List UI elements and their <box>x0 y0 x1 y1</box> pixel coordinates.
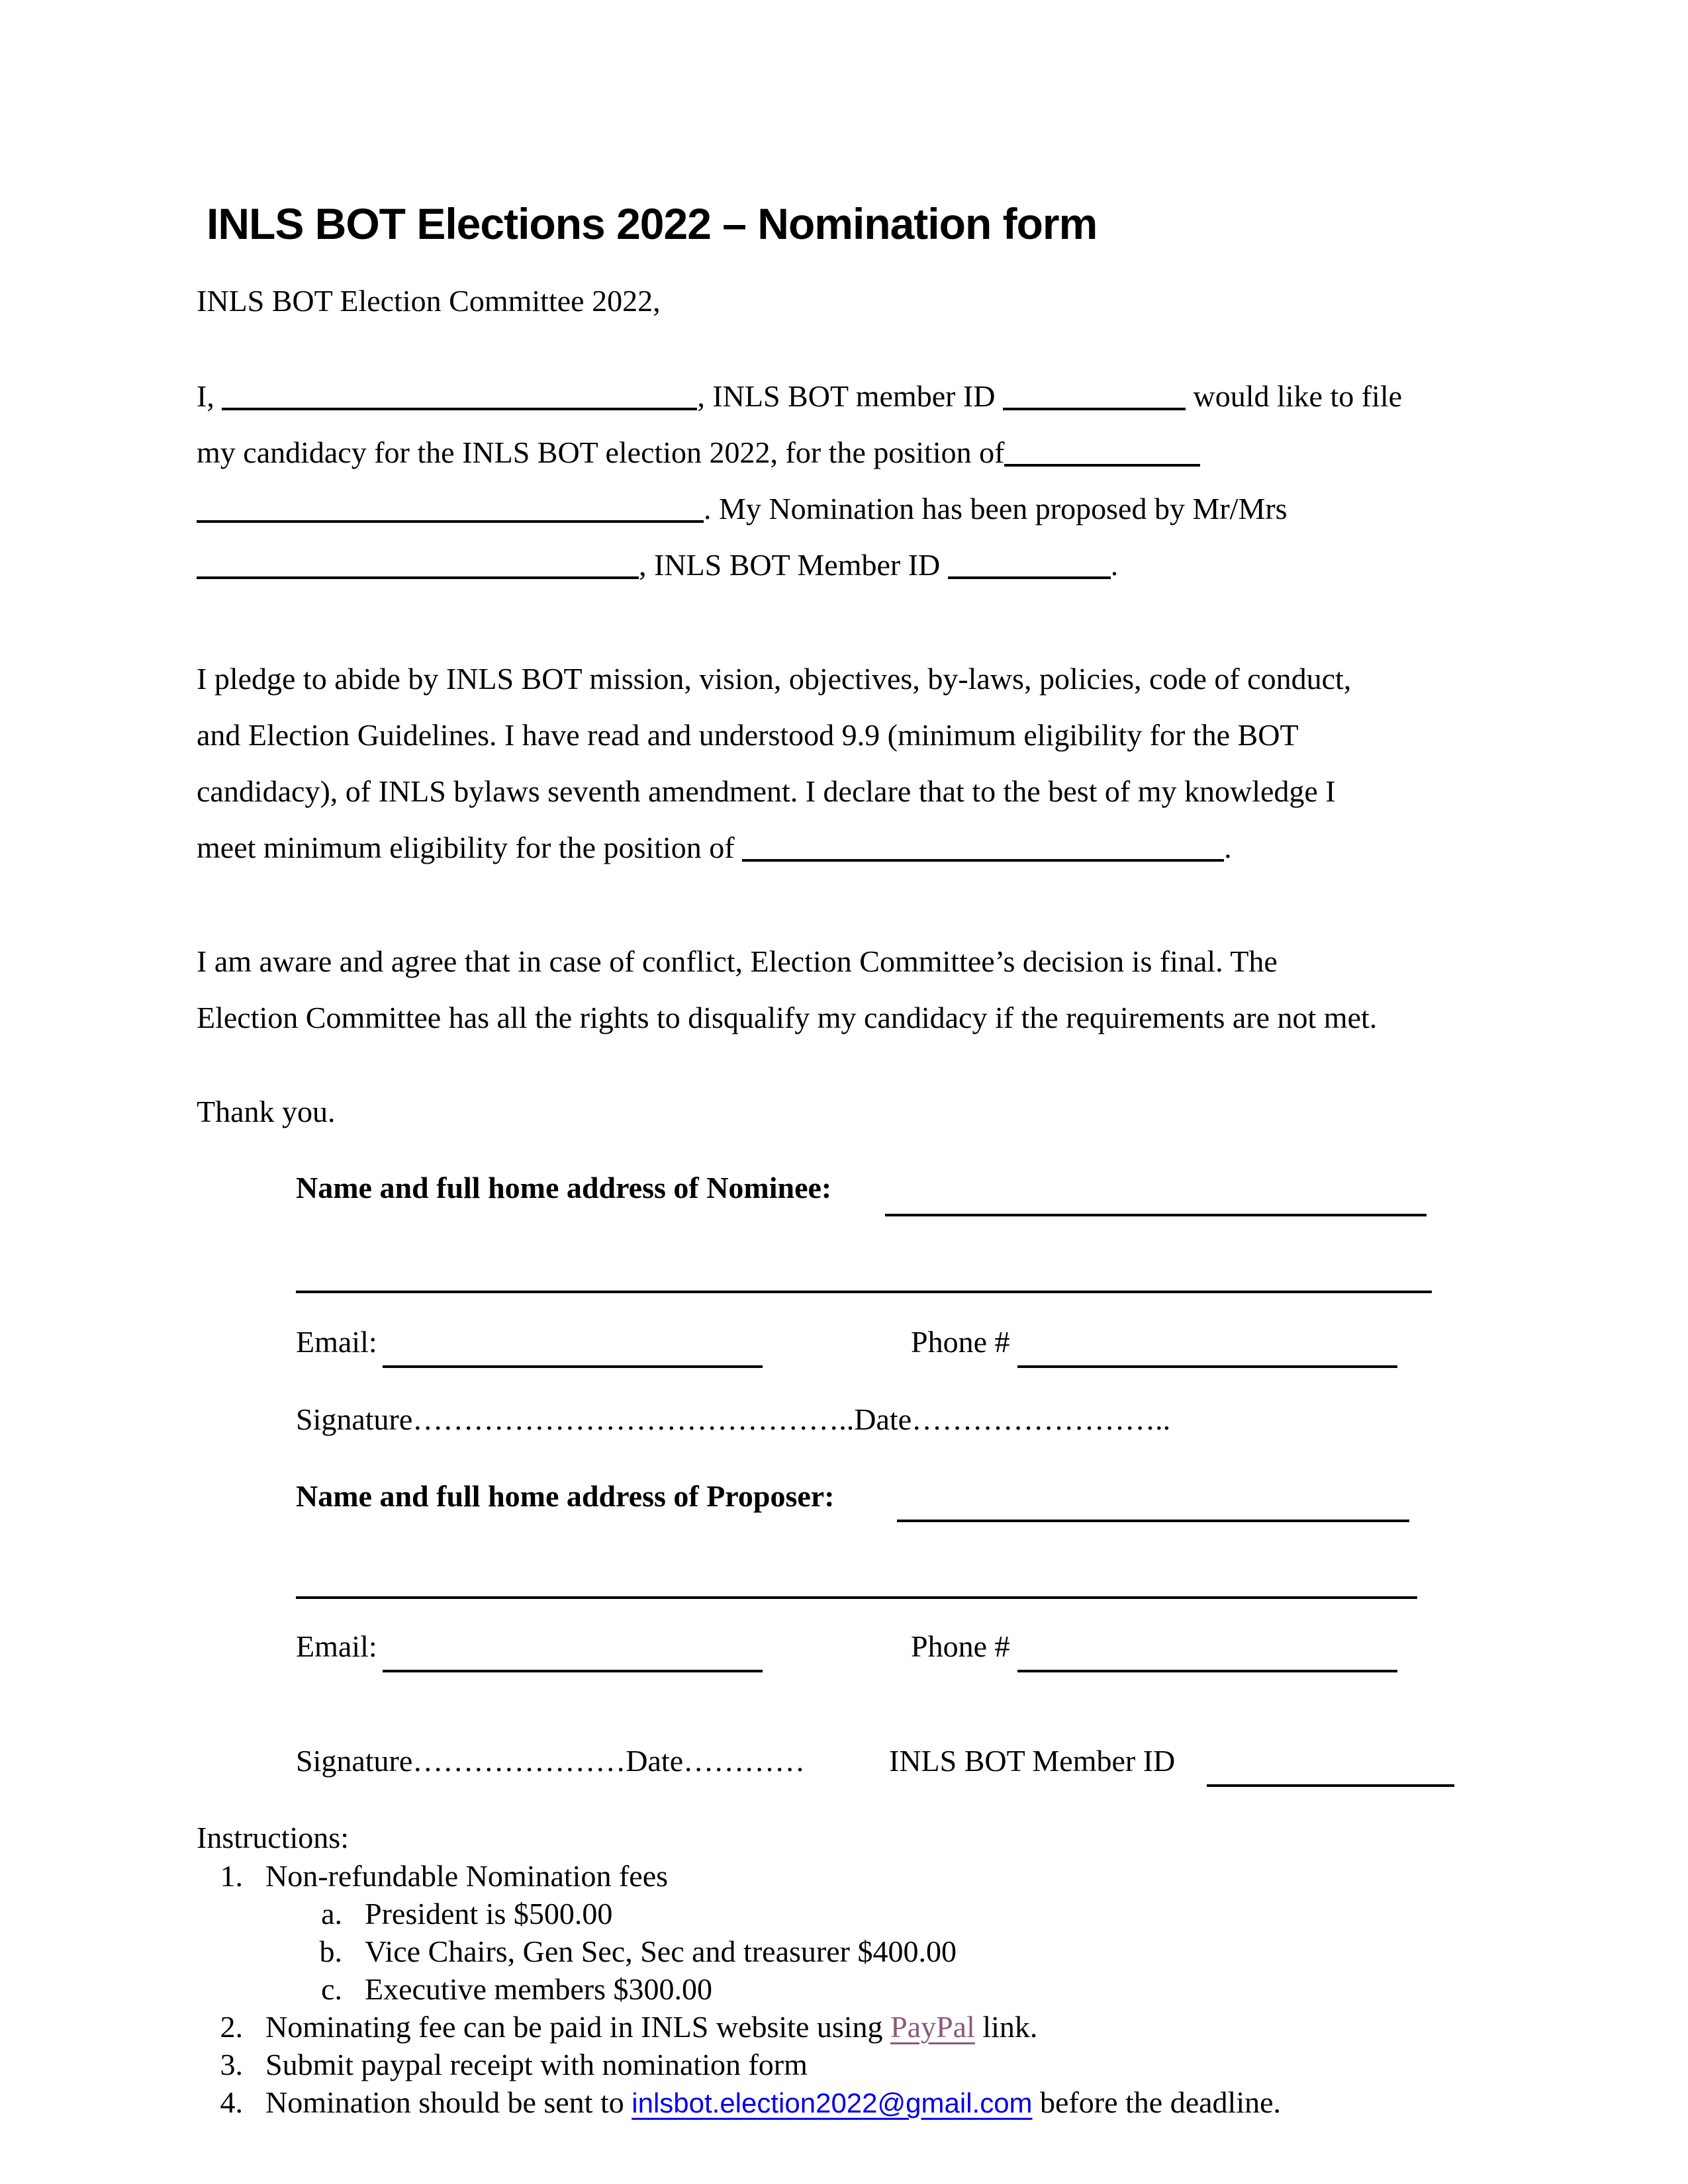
list-text: Non-refundable Nomination fees <box>265 1859 669 1893</box>
thank-you: Thank you. <box>197 1095 336 1128</box>
proposer-address-field[interactable] <box>296 1596 1417 1599</box>
para1-line3 <box>197 494 1288 524</box>
para2-line1: I pledge to abide by INLS BOT mission, vision, objectives, by-laws, policies, code of conduct, <box>197 662 1352 696</box>
para3-line2: Election Committee has all the rights to disqualify my candidacy if the requirements are not met. <box>197 1001 1378 1034</box>
proposer-phone-field[interactable] <box>1017 1670 1397 1672</box>
instruction-subitem-a <box>296 1899 612 1929</box>
email-link[interactable]: inlsbot.election2022@gmail.com <box>632 2087 1033 2118</box>
nominee-email-field[interactable] <box>383 1365 763 1368</box>
para2-line2: and Election Guidelines. I have read and understood 9.9 (minimum eligibility for the BOT <box>197 718 1299 752</box>
list-text: Submit paypal receipt with nomination form <box>265 2048 808 2081</box>
proposer-name-blank[interactable] <box>197 574 639 579</box>
list-text: link. <box>982 2010 1038 2044</box>
list-text: Nominating fee can be paid in INLS website using <box>265 2010 883 2044</box>
nominee-name-label: Name and full home address of Nominee: <box>296 1171 832 1205</box>
list-letter: b. <box>319 1934 342 1968</box>
nominee-phone-label: Phone # <box>911 1325 1010 1359</box>
nominee-email-label: Email: <box>296 1325 377 1359</box>
instruction-subitem-c <box>296 1974 712 2005</box>
text: meet minimum eligibility for the position of <box>197 831 735 864</box>
proposer-name-field[interactable] <box>897 1520 1409 1522</box>
salutation: INLS BOT Election Committee 2022, <box>197 284 661 318</box>
text: I, <box>197 379 214 413</box>
list-text: President is $500.00 <box>365 1897 613 1931</box>
text: . <box>1224 831 1232 864</box>
list-letter: a. <box>321 1897 342 1931</box>
nominee-member-id-blank[interactable] <box>1003 405 1186 410</box>
list-text: before the deadline. <box>1040 2085 1282 2119</box>
proposer-member-id-label: INLS BOT Member ID <box>889 1744 1176 1778</box>
proposer-member-id-field[interactable] <box>1207 1784 1454 1787</box>
list-text: Executive members $300.00 <box>365 1972 713 2006</box>
list-text: Vice Chairs, Gen Sec, Sec and treasurer $400.00 <box>365 1934 957 1968</box>
nominee-name-blank[interactable] <box>222 405 697 410</box>
instruction-item-1 <box>197 1861 668 1891</box>
text: , INLS BOT Member ID <box>639 548 941 582</box>
list-number: 4. <box>220 2085 243 2119</box>
text: . My Nomination has been proposed by Mr/Mrs <box>704 492 1288 525</box>
proposer-email-label: Email: <box>296 1629 377 1663</box>
text: my candidacy for the INLS BOT election 2022, for the position of <box>197 435 1005 469</box>
instruction-item-2 <box>197 2012 1037 2042</box>
proposer-name-label: Name and full home address of Proposer: <box>296 1479 835 1513</box>
instructions-heading: Instructions: <box>197 1821 349 1854</box>
list-letter: c. <box>321 1972 342 2006</box>
list-number: 1. <box>220 1859 243 1893</box>
para1-line2 <box>197 437 1200 468</box>
proposer-phone-label: Phone # <box>911 1629 1010 1663</box>
list-text: Nomination should be sent to <box>265 2085 624 2119</box>
para1-line1 <box>197 381 1402 412</box>
proposer-signature-date-line[interactable]: Signature…………………Date………… <box>296 1744 806 1778</box>
para2-line4 <box>197 833 1232 863</box>
position-blank[interactable] <box>1004 461 1200 467</box>
instruction-item-3 <box>197 2050 808 2080</box>
text: would like to file <box>1193 379 1403 413</box>
nominee-signature-date-line[interactable]: Signature……………………………………..Date…………………….. <box>296 1402 1171 1436</box>
eligibility-position-blank[interactable] <box>742 856 1224 862</box>
nominee-phone-field[interactable] <box>1017 1365 1397 1368</box>
page-title: INLS BOT Elections 2022 – Nomination form <box>207 199 1098 248</box>
proposer-member-id-blank[interactable] <box>948 574 1111 579</box>
para2-line3: candidacy), of INLS bylaws seventh amendment. I declare that to the best of my knowledge I <box>197 774 1336 808</box>
paypal-link[interactable]: PayPal <box>890 2010 975 2044</box>
text: , INLS BOT member ID <box>697 379 996 413</box>
para3-line1: I am aware and agree that in case of conflict, Election Committee’s decision is final. The <box>197 944 1278 978</box>
nominee-address-field[interactable] <box>296 1291 1432 1293</box>
list-number: 3. <box>220 2048 243 2081</box>
list-number: 2. <box>220 2010 243 2044</box>
position-blank-continued[interactable] <box>197 518 704 523</box>
instruction-item-4 <box>197 2087 1281 2118</box>
nominee-name-field[interactable] <box>885 1214 1427 1216</box>
para1-line4 <box>197 550 1118 580</box>
instruction-subitem-b <box>296 1936 957 1967</box>
proposer-email-field[interactable] <box>383 1670 763 1672</box>
text: . <box>1110 548 1119 582</box>
